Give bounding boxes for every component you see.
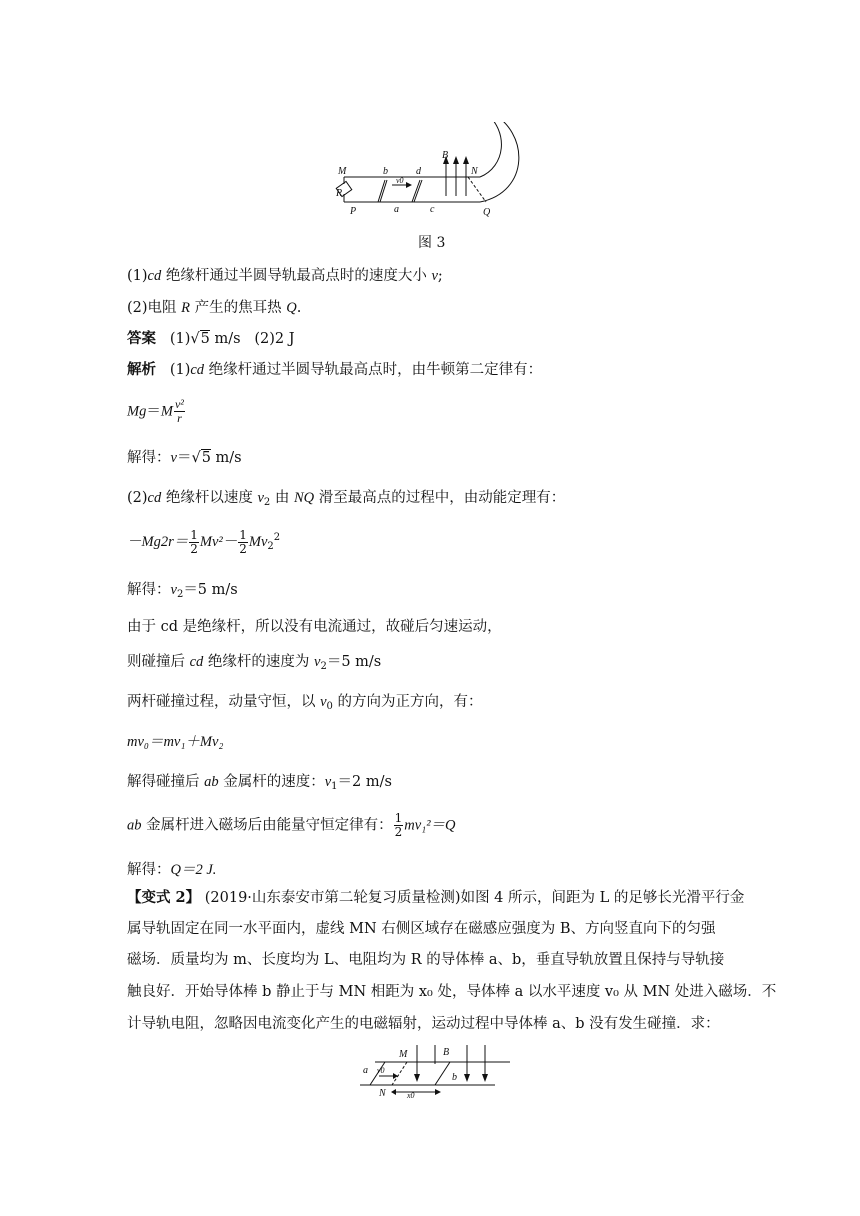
variant-line-4: 触良好．开始导体棒 b 静止于与 MN 相距为 x₀ 处，导体棒 a 以水平速度 v₀ 从 MN 处进入磁场．不 [127, 984, 777, 1000]
fig3-label-a: a [394, 204, 399, 215]
fig3-label-B: B [442, 150, 449, 161]
analysis-line-6: 解得碰撞后 ab 金属杆的速度：$v_1=2$ m/s [127, 774, 392, 792]
fig4-label-N: N [379, 1088, 386, 1099]
fig3-label-P: P [350, 206, 357, 217]
figure-3 [330, 122, 550, 232]
fig4-label-M: M [399, 1049, 408, 1060]
solution-1: 解得：v＝√5 m/s [127, 450, 242, 466]
variant-label: 【变式 2】 [127, 889, 201, 906]
analysis-line-7: ab 金属杆进入磁场后由能量守恒定律有： $\frac{1}{2}$ mv₁²＝Q [127, 811, 456, 839]
fig4-label-x0: x0 [407, 1091, 415, 1100]
fig4-label-b: b [452, 1072, 457, 1083]
variant-line-2: 属导轨固定在同一水平面内，虚线 MN 右侧区域存在磁感应强度为 B、方向竖直向下的匀强 [127, 921, 716, 937]
analysis-line-3: 由于 cd 是绝缘杆，所以没有电流通过，故碰后匀速运动， [127, 619, 502, 635]
equation-2: －Mg2r＝ $\frac{1}{2}$ Mv²－ $\frac{1}{2}$ $Mv_2^2$ [127, 527, 281, 556]
fig4-label-a: a [363, 1065, 368, 1076]
analysis-line-2: (2)cd 绝缘杆以速度 $v_2$ 由 NQ 滑至最高点的过程中，由动能定理有： [127, 490, 566, 508]
fig3-label-v0: v0 [396, 176, 404, 185]
fig3-label-N: N [471, 166, 478, 177]
question-2: (2)电阻 R 产生的焦耳热 Q. [127, 300, 302, 316]
variant-line-5: 计导轨电阻，忽略因电流变化产生的电磁辐射，运动过程中导体棒 a、b 没有发生碰撞．求： [127, 1016, 720, 1032]
analysis-line-5: 两杆碰撞过程，动量守恒，以 $v_0$ 的方向为正方向，有： [127, 694, 483, 712]
fig3-label-c: c [430, 204, 435, 215]
variant-line-1: 【变式 2】 (2019·山东泰安市第二轮复习质量检测)如图 4 所示，间距为 L 的足够长光滑平行金 [127, 889, 745, 906]
fig3-label-b: b [383, 166, 388, 177]
analysis-label: 解析 [127, 361, 156, 378]
equation-3: mv₀＝mv₁＋Mv₂ [127, 734, 224, 750]
analysis-line-1: 解析 (1)cd 绝缘杆通过半圆导轨最高点时，由牛顿第二定律有： [127, 361, 543, 378]
equation-1: Mg＝M $\frac{\text{v²}}{r}$ [127, 397, 184, 425]
fig4-label-v0: v0 [377, 1066, 385, 1075]
analysis-line-4: 则碰撞后 cd 绝缘杆的速度为 $v_2=5$ m/s [127, 654, 382, 672]
fig3-label-Q: Q [483, 207, 491, 218]
fig3-label-d: d [416, 166, 421, 177]
question-1: (1)cd 绝缘杆通过半圆导轨最高点时的速度大小 v; [127, 268, 443, 284]
fig3-label-M: M [338, 166, 347, 177]
solution-3: 解得：Q＝2 J. [127, 862, 217, 878]
figure-4 [355, 1040, 515, 1100]
fig4-label-B: B [443, 1047, 450, 1058]
answer-line: 答案 (1)√5 m/s (2)2 J [127, 330, 295, 347]
figure-3-caption: 图 3 [418, 235, 446, 251]
answer-label: 答案 [127, 330, 156, 347]
variant-line-3: 磁场．质量均为 m、长度均为 L、电阻均为 R 的导体棒 a、b，垂直导轨放置且保持与导轨接 [127, 952, 725, 968]
fig3-label-R: R [336, 188, 343, 199]
solution-2: 解得：$v_2=5$ m/s [127, 582, 238, 600]
